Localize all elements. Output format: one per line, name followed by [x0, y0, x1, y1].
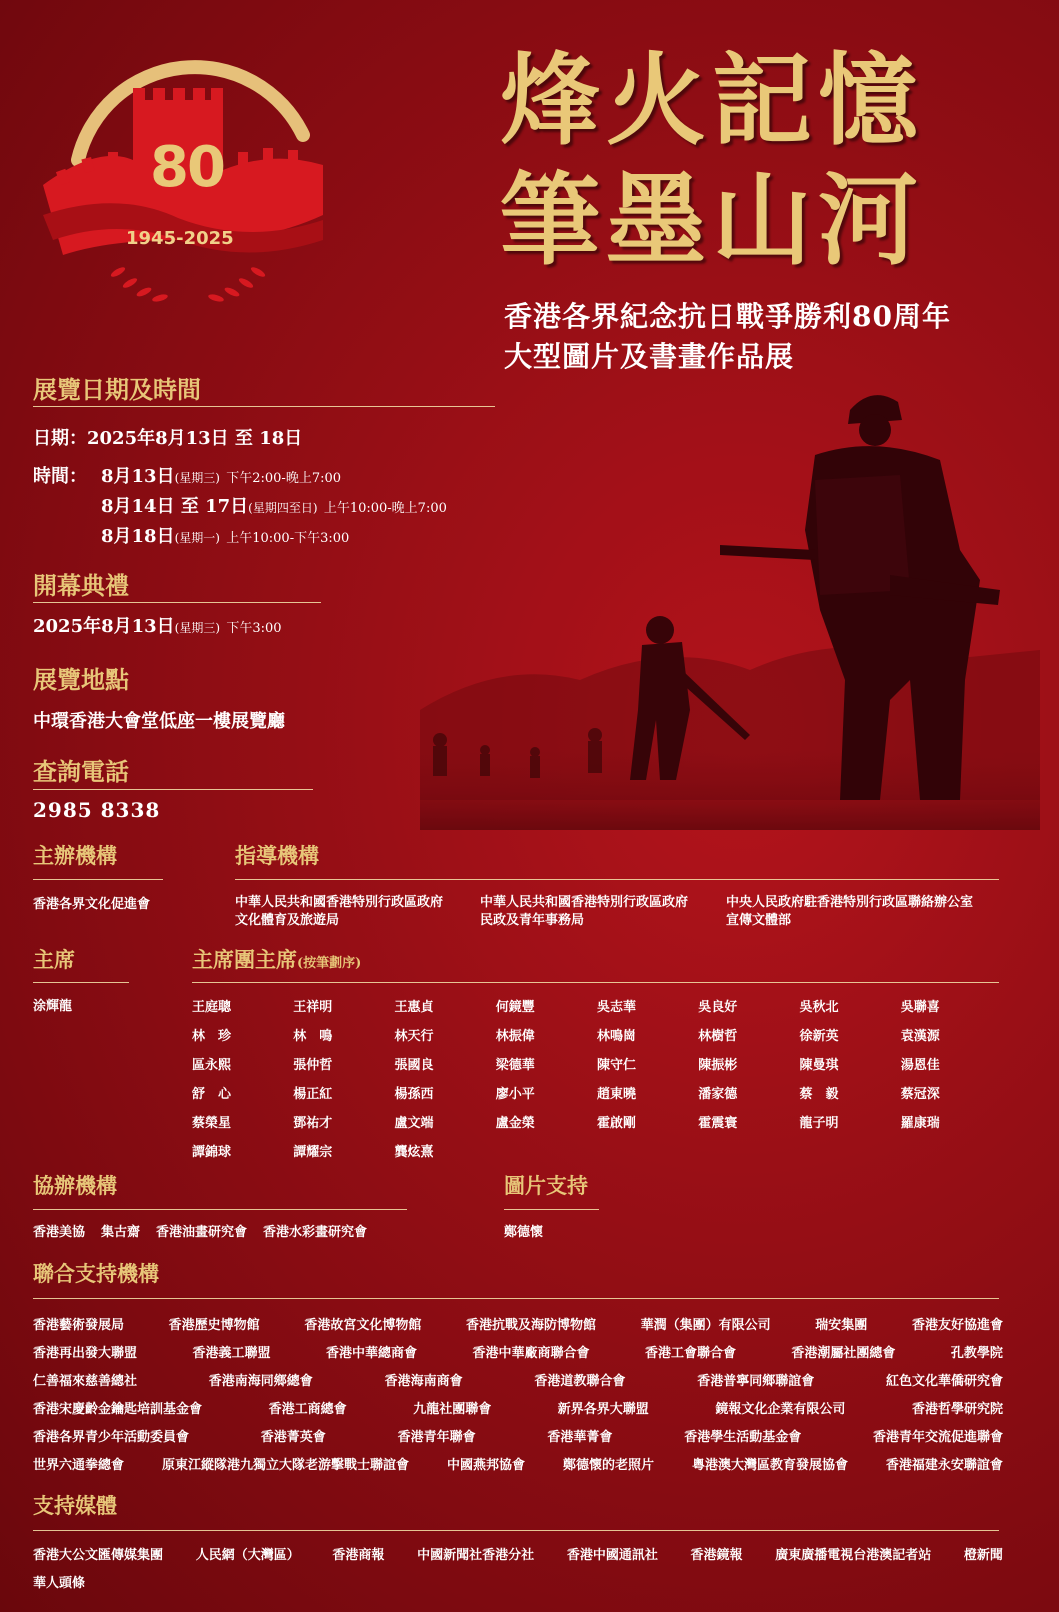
time-weekday: (星期三) — [174, 471, 220, 485]
presidium-name: 譚耀宗 — [293, 1145, 333, 1160]
joint-support-org: 原東江縱隊港九獨立大隊老游擊戰士聯誼會 — [161, 1458, 409, 1473]
presidium-name: 湯恩佳 — [900, 1058, 940, 1073]
joint-support-org: 香港各界青少年活動委員會 — [33, 1430, 190, 1445]
joint-support-org: 香港菁英會 — [260, 1430, 326, 1445]
subtitle-line2: 大型圖片及書畫作品展 — [504, 340, 795, 373]
presidium-name: 盧金榮 — [495, 1116, 535, 1131]
presidium-name: 張仲哲 — [293, 1058, 333, 1073]
co-organizer: 香港油畫研究會 — [156, 1225, 248, 1240]
opening-time: 下午3:00 — [226, 621, 282, 636]
guidance-line: 民政及青年事務局 — [480, 912, 585, 928]
joint-support-org: 新界各界大聯盟 — [557, 1402, 649, 1417]
joint-support-row — [33, 1398, 1003, 1417]
opening-heading: 開幕典禮 — [33, 571, 129, 600]
presidium-note: (按筆劃序) — [297, 956, 362, 971]
co-organizer: 香港美協 — [33, 1225, 86, 1240]
presidium-name: 林樹哲 — [698, 1029, 738, 1044]
joint-support-heading: 聯合支持機構 — [33, 1261, 159, 1286]
time-weekday: (星期四至日) — [248, 501, 318, 515]
date-value: 2025年8月13日 至 18日 — [87, 428, 303, 449]
joint-support-org: 香港友好協進會 — [911, 1318, 1003, 1333]
guidance-line: 中央人民政府駐香港特別行政區聯絡辦公室 — [726, 895, 974, 910]
joint-support-org: 香港抗戰及海防博物館 — [465, 1318, 596, 1333]
opening-rule — [33, 602, 321, 603]
joint-support-row — [33, 1314, 1003, 1333]
media-outlet: 香港鏡報 — [690, 1548, 743, 1563]
joint-support-org: 鏡報文化企業有限公司 — [715, 1402, 846, 1417]
joint-support-org: 香港歷史博物館 — [168, 1318, 260, 1333]
presidium-name: 潘家德 — [698, 1087, 738, 1102]
presidium-name: 陳守仁 — [597, 1058, 637, 1073]
presidium-name: 林鳴崗 — [597, 1029, 637, 1044]
anniversary-logo — [38, 40, 338, 310]
presidium-name: 舒 心 — [192, 1087, 232, 1102]
time-row-2 — [101, 492, 447, 518]
co-organizers-heading: 協辦機構 — [33, 1173, 117, 1198]
joint-support-org: 香港華菁會 — [547, 1430, 613, 1445]
opening-datetime — [33, 612, 282, 638]
joint-support-row — [33, 1370, 1003, 1389]
joint-support-org: 香港工商總會 — [268, 1402, 347, 1417]
joint-support-org: 香港工會聯合會 — [644, 1346, 736, 1361]
enquiry-heading: 查詢電話 — [33, 757, 129, 786]
joint-support-org: 香港潮屬社團總會 — [791, 1346, 896, 1361]
guidance-item-3 — [726, 894, 973, 929]
joint-support-rule — [33, 1298, 999, 1299]
presidium-name: 盧文端 — [394, 1116, 434, 1131]
joint-support-org: 香港哲學研究院 — [911, 1402, 1003, 1417]
media-row — [33, 1544, 1003, 1563]
joint-support-org: 香港再出發大聯盟 — [33, 1346, 138, 1361]
joint-support-row — [33, 1454, 1003, 1473]
joint-support-org: 香港故宮文化博物館 — [304, 1318, 422, 1333]
presidium-name: 龍子明 — [799, 1116, 839, 1131]
enquiry-phone: 2985 8338 — [33, 798, 161, 822]
joint-support-org: 香港宋慶齡金鑰匙培訓基金會 — [33, 1402, 203, 1417]
media-outlet: 香港中國通訊社 — [566, 1548, 658, 1563]
media-row — [33, 1572, 1003, 1591]
joint-support-org: 仁善福來慈善總社 — [33, 1374, 138, 1389]
logo-years: 1945-2025 — [126, 228, 234, 249]
joint-support-org: 香港福建永安聯誼會 — [885, 1458, 1003, 1473]
presidium-name: 張國良 — [394, 1058, 434, 1073]
presidium-heading — [192, 944, 361, 974]
time-row-1 — [101, 462, 341, 488]
presidium-name: 梁德華 — [495, 1058, 535, 1073]
presidium-name: 霍震寰 — [698, 1116, 738, 1131]
opening-weekday: (星期三) — [174, 621, 221, 635]
media-rule — [33, 1530, 999, 1531]
presidium-name: 楊孫西 — [394, 1087, 434, 1102]
guidance-rule — [235, 879, 999, 880]
presidium-name: 吳聯喜 — [900, 1000, 940, 1015]
joint-support-org: 香港中華廠商聯合會 — [472, 1346, 590, 1361]
presidium-name: 蔡 毅 — [799, 1087, 839, 1102]
organizer-heading: 主辦機構 — [33, 843, 117, 868]
presidium-name: 區永熙 — [192, 1058, 232, 1073]
presidium-name: 楊正紅 — [293, 1087, 333, 1102]
presidium-name: 羅康瑞 — [900, 1116, 940, 1131]
organizer-value: 香港各界文化促進會 — [33, 897, 151, 912]
exhibition-date — [33, 424, 302, 450]
joint-support-org: 香港青年交流促進聯會 — [872, 1430, 1003, 1445]
co-organizers-rule — [33, 1209, 407, 1210]
co-organizers-list — [33, 1224, 367, 1242]
joint-support-org: 九龍社團聯會 — [413, 1402, 492, 1417]
media-heading: 支持媒體 — [33, 1493, 117, 1518]
presidium-name: 譚錦球 — [192, 1145, 232, 1160]
joint-support-org: 香港藝術發展局 — [33, 1318, 125, 1333]
joint-support-row — [33, 1342, 1003, 1361]
venue-value: 中環香港大會堂低座一樓展覽廳 — [33, 711, 285, 732]
presidium-name: 鄧祐才 — [293, 1116, 333, 1131]
time-hours: 上午10:00-晚上7:00 — [323, 501, 447, 516]
presidium-name: 霍啟剛 — [597, 1116, 637, 1131]
presidium-name: 吳志華 — [597, 1000, 637, 1015]
main-title-line2: 筆墨山河 — [500, 161, 924, 279]
presidium-name: 徐新英 — [799, 1029, 839, 1044]
presidium-name: 蔡榮星 — [192, 1116, 232, 1131]
presidium-names — [192, 996, 1002, 1161]
joint-support-org: 粵港澳大灣區教育發展協會 — [691, 1458, 848, 1473]
time-hours: 下午2:00-晚上7:00 — [226, 471, 342, 486]
presidium-name: 王祥明 — [293, 1000, 333, 1015]
organizer-rule — [33, 879, 163, 880]
time-weekday: (星期一) — [174, 531, 220, 545]
joint-support-org: 香港道教聯合會 — [534, 1374, 626, 1389]
chairman-value: 涂輝龍 — [33, 999, 73, 1014]
subtitle-line1: 香港各界紀念抗日戰爭勝利80周年 — [504, 300, 951, 333]
presidium-name: 袁漢源 — [900, 1029, 940, 1044]
presidium-name: 林振偉 — [495, 1029, 535, 1044]
joint-support-org: 瑞安集團 — [815, 1318, 868, 1333]
presidium-rule — [192, 982, 999, 983]
co-organizer: 香港水彩畫研究會 — [263, 1225, 368, 1240]
joint-support-org: 鄭德懷的老照片 — [562, 1458, 654, 1473]
guidance-line: 中華人民共和國香港特別行政區政府 — [480, 895, 689, 910]
presidium-title: 主席團主席 — [192, 947, 297, 972]
presidium-name: 陳曼琪 — [799, 1058, 839, 1073]
joint-support-org: 華潤（集團）有限公司 — [640, 1318, 771, 1333]
joint-support-org: 香港中華總商會 — [325, 1346, 417, 1361]
media-outlet: 人民網（大灣區） — [195, 1548, 300, 1563]
guidance-line: 中華人民共和國香港特別行政區政府 — [235, 895, 444, 910]
joint-support-org: 香港義工聯盟 — [192, 1346, 271, 1361]
media-outlet: 廣東廣播電視台港澳記者站 — [775, 1548, 932, 1563]
exhibition-rule — [33, 406, 495, 407]
photo-support-value: 鄭德懷 — [504, 1225, 544, 1240]
media-outlet: 華人頭條 — [33, 1576, 86, 1591]
joint-support-org: 中國燕邦協會 — [446, 1458, 525, 1473]
main-title-line1: 烽火記憶 — [500, 41, 924, 159]
presidium-name: 王惠貞 — [394, 1000, 434, 1015]
time-day: 8月18日 — [101, 526, 175, 547]
presidium-name: 廖小平 — [495, 1087, 535, 1102]
joint-support-org: 香港普寧同鄉聯誼會 — [697, 1374, 815, 1389]
presidium-name: 林 珍 — [192, 1029, 232, 1044]
chairman-rule — [33, 982, 129, 983]
joint-support-org: 世界六通拳總會 — [33, 1458, 125, 1473]
joint-support-row — [33, 1426, 1003, 1445]
presidium-name: 何鏡豐 — [495, 1000, 535, 1015]
venue-heading: 展覽地點 — [33, 665, 129, 694]
guidance-item-1 — [235, 894, 443, 929]
logo-number: 80 — [150, 135, 224, 200]
exhibition-time-label: 時間： — [33, 466, 87, 487]
chairman-heading: 主席 — [33, 947, 75, 972]
joint-support-org: 香港南海同鄉總會 — [208, 1374, 313, 1389]
exhibition-heading: 展覽日期及時間 — [33, 375, 201, 404]
joint-support-org: 香港青年聯會 — [397, 1430, 476, 1445]
enquiry-rule — [33, 789, 313, 790]
photo-support-rule — [504, 1209, 599, 1210]
presidium-name: 陳振彬 — [698, 1058, 738, 1073]
guidance-item-2 — [480, 894, 688, 929]
presidium-name: 王庭聰 — [192, 1000, 232, 1015]
guidance-line: 宣傳文體部 — [726, 912, 792, 928]
media-outlet: 中國新聞社香港分社 — [417, 1548, 535, 1563]
joint-support-org: 孔教學院 — [950, 1346, 1003, 1361]
date-label: 日期： — [33, 428, 87, 449]
joint-support-org: 香港學生活動基金會 — [684, 1430, 802, 1445]
presidium-name: 林 鳴 — [293, 1029, 333, 1044]
time-row-3 — [101, 522, 349, 548]
joint-support-org: 香港海南商會 — [384, 1374, 463, 1389]
photo-support-heading: 圖片支持 — [504, 1173, 588, 1198]
media-outlet: 橙新聞 — [963, 1548, 1003, 1563]
media-outlet: 香港大公文匯傳媒集團 — [33, 1548, 164, 1563]
presidium-name: 蔡冠深 — [900, 1087, 940, 1102]
joint-support-org: 紅色文化華僑研究會 — [885, 1374, 1003, 1389]
soldier-silhouette-image — [420, 380, 1040, 830]
presidium-name: 林天行 — [394, 1029, 434, 1044]
co-organizer: 集古齋 — [101, 1225, 141, 1240]
presidium-name: 吳秋北 — [799, 1000, 839, 1015]
media-outlet: 香港商報 — [332, 1548, 385, 1563]
time-day: 8月14日 至 17日 — [101, 496, 249, 517]
guidance-heading: 指導機構 — [235, 843, 319, 868]
opening-date: 2025年8月13日 — [33, 616, 175, 637]
presidium-name: 趙東曉 — [597, 1087, 637, 1102]
time-day: 8月13日 — [101, 466, 175, 487]
presidium-name: 吳良好 — [698, 1000, 738, 1015]
presidium-name: 龔炫熹 — [394, 1145, 434, 1160]
guidance-line: 文化體育及旅遊局 — [235, 912, 340, 928]
time-hours: 上午10:00-下午3:00 — [226, 531, 350, 546]
